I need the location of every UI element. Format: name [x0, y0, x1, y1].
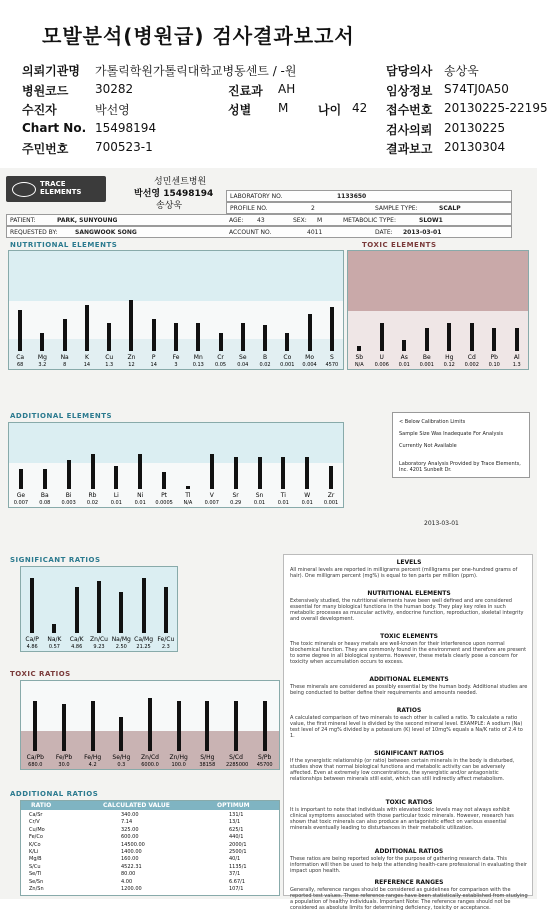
toxic-bar-be — [425, 328, 429, 351]
toxr-label-2: Fe/Hg — [84, 754, 102, 761]
toxr-value-6: 38158 — [199, 762, 216, 768]
toxr-label-7: S/Cd — [229, 754, 243, 761]
ratio-value: 1400.00 — [121, 849, 142, 855]
sig-value-1: 0.57 — [48, 644, 60, 650]
toxic-label-7: Al — [513, 354, 520, 361]
nutri-value-4: 1.3 — [105, 362, 114, 368]
explanation-paragraph: It is important to note that individuals with elevated toxic levels may not always exhibit clinical symptoms associated with those particular toxic minerals. However, research has shown that toxic minerals can also produce an antagonistic effect on various essential minerals eventually leading to disturbances in their metabolic utilization. — [290, 807, 514, 831]
addl-value-6: 0.0005 — [155, 500, 173, 506]
resident-no-value: 700523-1 — [95, 140, 153, 154]
toxic-ratios-title: TOXIC RATIOS — [10, 670, 71, 678]
reception-no-label: 접수번호 — [386, 103, 433, 117]
addl-bar-bi — [67, 460, 71, 489]
ratio-name: Cr/V — [29, 819, 40, 826]
result-date-value: 20130304 — [444, 140, 506, 154]
addl-value-12: 0.01 — [301, 500, 313, 506]
metabolic-label: METABOLIC TYPE: — [343, 217, 396, 224]
toxic-ratios-chart — [20, 680, 280, 770]
ratio-optimum: 2500/1 — [229, 849, 247, 855]
toxic-label-1: U — [379, 354, 384, 361]
addl-bar-rb — [91, 454, 95, 489]
ratio-value: 1200.00 — [121, 886, 142, 892]
addl-bar-pt — [162, 472, 166, 489]
doctor-value: 송상욱 — [444, 64, 479, 78]
ratio-optimum: 625/1 — [229, 826, 244, 833]
addl-value-9: 0.29 — [230, 500, 242, 506]
toxr-bar-s-hg — [205, 701, 209, 751]
sig-label-6: Fe/Cu — [157, 636, 175, 643]
toxic-value-5: 0.002 — [464, 362, 479, 368]
significant-ratios-chart — [20, 566, 178, 652]
scan-sex-label: SEX: — [293, 217, 307, 224]
age-value: 42 — [352, 101, 368, 115]
ratio-name: Mg/B — [29, 856, 42, 863]
nutri-bar-cu — [107, 323, 111, 351]
toxr-value-4: 6000.0 — [141, 762, 159, 768]
metabolic-value: SLOW1 — [419, 217, 443, 224]
requested-value: SANGWOOK SONG — [75, 229, 137, 236]
sig-value-3: 9.23 — [93, 644, 105, 650]
additional-chart — [8, 422, 344, 508]
addl-bar-zr — [329, 466, 333, 489]
addl-label-1: Ba — [40, 492, 49, 499]
lab-logo-icon — [12, 182, 36, 197]
explanation-paragraph: The toxic minerals or heavy metals are well-known for their interference upon normal biochemical function. They are commonly found in the environment and therefore are present to some degree in all biological systems. However, these metals clearly pose a concern for toxicity when accumulation occurs to excess. — [290, 641, 527, 665]
ratio-optimum: 131/1 — [229, 812, 244, 818]
toxr-label-8: S/Pb — [258, 754, 272, 761]
sex-value: M — [278, 101, 289, 115]
nutri-bar-zn — [129, 300, 133, 351]
ratio-name: K/Li — [29, 849, 39, 855]
nutri-value-8: 0.13 — [192, 362, 204, 368]
profile-label: PROFILE NO. — [230, 205, 268, 212]
ratio-optimum: 2000/1 — [229, 841, 247, 848]
ratio-value: 80.00 — [121, 871, 136, 878]
ratio-name: Se/Tl — [29, 871, 42, 878]
addl-label-4: Li — [113, 492, 119, 499]
additional-ratios-table — [20, 800, 280, 896]
sig-label-3: Zn/Cu — [90, 636, 108, 643]
addl-bar-ni — [138, 454, 142, 489]
request-date-value: 20130225 — [444, 121, 506, 135]
nutri-bar-mg — [40, 333, 44, 351]
addl-bar-ti — [281, 457, 285, 489]
sample-label: SAMPLE TYPE: — [375, 205, 418, 212]
ratio-value: 7.14 — [121, 819, 133, 826]
addl-value-4: 0.01 — [110, 500, 122, 506]
legend-box — [392, 412, 530, 478]
nutri-label-6: P — [151, 354, 156, 361]
ratio-optimum: 107/1 — [229, 886, 244, 892]
nutri-value-1: 3.2 — [38, 362, 47, 368]
toxic-chart — [347, 250, 529, 370]
scan-date-value: 2013-03-01 — [403, 229, 442, 236]
toxic-value-2: 0.01 — [398, 362, 410, 368]
toxr-value-0: 680.0 — [28, 762, 43, 768]
ratio-name: Zn/Sn — [29, 886, 44, 892]
profile-row — [226, 202, 512, 214]
ratio-optimum: 440/1 — [229, 834, 244, 841]
toxic-value-7: 1.3 — [512, 362, 521, 368]
ratio-value: 4522.31 — [121, 863, 142, 870]
clinical-no-label: 임상정보 — [386, 84, 433, 98]
toxr-label-4: Zn/Cd — [141, 754, 159, 761]
legend-line-3: Currently Not Available — [399, 443, 457, 449]
explanation-heading: REFERENCE RANGES — [374, 879, 444, 886]
nutri-value-6: 14 — [150, 362, 157, 368]
lab-logo-text: TRACE ELEMENTS — [40, 180, 82, 196]
addl-value-0: 0.007 — [13, 500, 29, 506]
sig-bar-ca-k — [75, 587, 79, 633]
sig-bar-zn-cu — [97, 581, 101, 633]
toxic-high-band — [348, 251, 528, 311]
nutri-label-2: Na — [60, 354, 69, 361]
sig-bar-fe-cu — [164, 587, 168, 633]
ratio-name: Ca/Sr — [29, 812, 43, 818]
lab-note: Laboratory Analysis Provided by Trace Elements, Inc. 4201 Sunbelt Dr. — [399, 461, 521, 473]
account-label: ACCOUNT NO. — [229, 229, 272, 236]
toxr-value-1: 30.0 — [58, 762, 70, 768]
sig-label-1: Na/K — [47, 636, 62, 643]
addl-label-6: Pt — [161, 492, 168, 499]
addl-value-8: 0.007 — [204, 500, 219, 506]
addl-label-0: Ge — [16, 492, 26, 499]
explanation-paragraph: These minerals are considered as possibly essential by the human body. Additional studies are being conducted to better define their requirements and amounts needed. — [290, 684, 528, 696]
nutri-label-5: Zn — [127, 354, 136, 361]
toxic-label-0: Sb — [355, 354, 364, 361]
addl-label-7: Tl — [185, 492, 191, 499]
dept-value: AH — [278, 82, 296, 96]
explanation-heading: ADDITIONAL ELEMENTS — [369, 676, 449, 683]
nutri-bar-mo — [308, 314, 312, 351]
toxr-value-3: 0.3 — [117, 762, 126, 768]
explanation-heading: ADDITIONAL RATIOS — [374, 848, 444, 855]
toxr-label-5: Zn/Hg — [169, 754, 188, 761]
sig-label-4: Na/Mg — [111, 636, 131, 643]
toxr-value-8: 45700 — [256, 762, 273, 768]
addl-bar-v — [210, 454, 214, 489]
report-title: 모발분석(병원급) 검사결과보고서 — [42, 24, 355, 48]
toxic-label-2: As — [400, 354, 408, 361]
explanation-heading: SIGNIFICANT RATIOS — [374, 750, 444, 757]
nutri-value-14: 4570 — [325, 362, 339, 368]
toxr-value-2: 4.2 — [88, 762, 97, 768]
explanation-paragraph: Generally, reference ranges should be considered as guidelines for comparison with the reported test values. These reference ranges have been statistically established from studying a population of healthy individuals. Important Note: The reference ranges should not be considered as absolute limits for determining deficiency, toxicity or acceptance. — [290, 887, 528, 911]
explanation-heading: NUTRITIONAL ELEMENTS — [367, 590, 451, 597]
sig-label-2: Ca/K — [69, 636, 84, 643]
patient-value: PARK, SUNYOUNG — [57, 217, 118, 224]
toxic-bar-pb — [492, 328, 496, 351]
nutri-value-2: 8 — [63, 362, 67, 368]
nutri-bar-co — [285, 333, 289, 351]
addl-value-11: 0.01 — [277, 500, 289, 506]
handwrite-doctor: 송상욱 — [156, 201, 183, 211]
ratio-value: 340.00 — [121, 812, 139, 818]
lab-number-value: 1133650 — [337, 193, 367, 200]
nutri-label-0: Ca — [16, 354, 25, 361]
handwrite-patient: 박선영 15498194 — [134, 189, 214, 199]
toxr-value-7: 2285000 — [226, 762, 249, 768]
toxic-bar-u — [380, 323, 384, 351]
institution-value: 가톨릭학원가톨릭대학교병동센트 / -원 — [95, 64, 297, 78]
toxr-bar-s-pb — [263, 701, 267, 751]
toxic-value-6: 0.10 — [488, 362, 500, 368]
sig-label-5: Ca/Mg — [134, 636, 153, 643]
toxic-value-4: 0.12 — [443, 362, 455, 368]
ratio-col-header: RATIO — [31, 802, 52, 809]
toxic-value-3: 0.001 — [419, 362, 434, 368]
toxic-bar-hg — [447, 323, 451, 351]
toxr-label-0: Ca/Pb — [26, 754, 44, 761]
nutri-label-9: Cr — [217, 354, 224, 361]
sample-value: SCALP — [439, 205, 461, 212]
nutri-bar-ca — [18, 310, 22, 351]
addl-bar-sn — [258, 457, 262, 489]
explanation-paragraph: All mineral levels are reported in milligrams percent (milligrams per one-hundred grams of hair). One milligram percent (mg%) is equal to ten parts per million (ppm). — [290, 567, 518, 579]
nutri-label-4: Cu — [105, 354, 114, 361]
lab-logo — [6, 176, 106, 202]
nutri-value-11: 0.02 — [259, 362, 271, 368]
toxic-value-1: 0.006 — [374, 362, 389, 368]
nutri-label-10: Se — [239, 354, 247, 361]
ratio-name: Cu/Mo — [29, 826, 45, 833]
addl-label-12: W — [304, 492, 311, 499]
dept-label: 진료과 — [228, 84, 263, 98]
nutri-label-13: Mo — [305, 354, 315, 361]
legend-line-2: Sample Size Was Inadequate For Analysis — [399, 431, 504, 437]
patient-row — [6, 214, 512, 226]
additional-ratios-title: ADDITIONAL RATIOS — [10, 790, 99, 798]
report-header — [0, 0, 548, 168]
account-value: 4011 — [307, 229, 323, 236]
lab-number-label: LABORATORY NO. — [230, 193, 283, 200]
addl-value-3: 0.02 — [86, 500, 99, 506]
toxr-bar-zn-hg — [177, 701, 181, 751]
explanation-paragraph: A calculated comparison of two minerals to each other is called a ratio. To calculate a ratio value, the first mineral level is divided by the second mineral level. EXAMPLE: A sodium (Na) test level of 24 mg% divided by a potassium (K) level of 10mg% equals a Na/K ratio of 2.4 to 1. — [290, 715, 523, 739]
nutri-label-14: S — [329, 354, 334, 361]
nutri-label-3: K — [84, 354, 89, 361]
explanation-heading: RATIOS — [396, 707, 422, 714]
nutri-label-7: Fe — [172, 354, 180, 361]
nutri-bar-p — [152, 319, 156, 351]
toxr-label-6: S/Hg — [200, 754, 215, 761]
receiver-value: 박선영 — [95, 103, 130, 117]
toxic-bar-sb — [357, 346, 361, 351]
legend-line-1: < Below Calibration Limits — [399, 419, 466, 425]
addl-bar-tl — [186, 486, 190, 489]
toxr-label-3: Se/Hg — [112, 754, 131, 761]
nutri-label-11: B — [263, 354, 268, 361]
addl-value-13: 0.001 — [323, 500, 339, 506]
lab-number-row — [226, 190, 512, 202]
optimum-col-header: OPTIMUM — [217, 802, 250, 809]
ratio-value: 325.00 — [121, 826, 139, 833]
result-date-label: 결과보고 — [386, 142, 433, 156]
toxr-value-5: 100.0 — [171, 762, 186, 768]
explanation-paragraph: Extensively studied, the nutritional elements have been well defined and are considered essential for many biological functions in the human body. They play key roles in such metabolic processes as muscular activity, endocrine function, reproduction, skeletal integrity and overall development. — [290, 598, 524, 622]
chart-no-value: 15498194 — [95, 121, 157, 135]
addl-label-8: V — [209, 492, 214, 499]
toxr-label-1: Fe/Pb — [55, 754, 73, 761]
reception-no-value: 20130225-22195 — [444, 101, 548, 115]
sig-value-6: 2.3 — [161, 644, 170, 650]
sig-bar-na-mg — [119, 592, 123, 633]
nutri-bar-k — [85, 305, 89, 351]
nutri-value-5: 12 — [128, 362, 135, 368]
explanation-paragraph: These ratios are being reported solely for the purpose of gathering research data. This information will then be used to help the attending health-care professional in evaluating their impact upon health. — [290, 856, 527, 874]
toxic-bar-al — [515, 328, 519, 351]
nutri-bar-cr — [219, 333, 223, 351]
addl-value-10: 0.01 — [253, 500, 266, 506]
ratio-value: 4.00 — [121, 878, 133, 885]
scan-date-label: DATE: — [375, 229, 393, 236]
chart-no-label: Chart No. — [22, 121, 87, 135]
toxic-label-6: Pb — [490, 354, 498, 361]
toxic-bar-cd — [470, 323, 474, 351]
toxic-label-4: Hg — [445, 354, 454, 361]
toxic-label-3: Be — [422, 354, 431, 361]
ratios-header — [21, 801, 279, 810]
addl-bar-li — [114, 466, 118, 489]
addl-label-3: Rb — [88, 492, 97, 499]
sig-bar-ca-p — [30, 578, 34, 633]
nutri-label-12: Co — [283, 354, 292, 361]
addl-bar-w — [305, 457, 309, 489]
significant-ratios-title: SIGNIFICANT RATIOS — [10, 556, 101, 564]
profile-value: 2 — [311, 205, 315, 212]
nutritional-title: NUTRITIONAL ELEMENTS — [10, 241, 118, 249]
sex-label: 성별 — [228, 103, 252, 117]
nutri-high-band — [9, 251, 343, 301]
ratio-name: Fe/Co — [29, 834, 43, 841]
nutri-bar-b — [263, 325, 267, 351]
nutri-bar-na — [63, 319, 67, 351]
addl-bar-sr — [234, 457, 238, 489]
ratio-value: 600.00 — [121, 834, 139, 841]
sig-value-5: 21.25 — [136, 644, 151, 650]
request-date-label: 검사의뢰 — [386, 123, 433, 137]
sig-value-0: 4.86 — [26, 644, 38, 650]
scanned-lab-report — [0, 168, 537, 911]
nutri-value-10: 0.04 — [237, 362, 249, 368]
addl-value-1: 0.08 — [39, 500, 51, 506]
hospital-code-value: 30282 — [95, 82, 134, 96]
clinical-no-value: S74TJ0A50 — [444, 82, 509, 96]
add-high-band — [9, 423, 343, 463]
nutritional-chart — [8, 250, 344, 370]
explanation-paragraph: If the synergistic relationship (or ratio) between certain minerals in the body is disturbed, studies show that normal biological functions and metabolic activity can be adversely affected. Even at extremely low concentrations, the synergistic and/or antagonistic relationships between minerals still exist, which can still indirectly affect metabolism. — [290, 758, 515, 782]
nutri-value-7: 3 — [174, 362, 178, 368]
institution-label: 의뢰기관명 — [22, 64, 80, 78]
addl-label-11: Ti — [280, 492, 286, 499]
sig-value-2: 4.86 — [71, 644, 83, 650]
sig-bar-ca-mg — [142, 578, 146, 633]
requested-label: REQUESTED BY: — [10, 229, 58, 236]
addl-label-10: Sn — [255, 492, 264, 499]
nutri-label-1: Mg — [37, 354, 47, 361]
doctor-label: 담당의사 — [386, 64, 433, 78]
scan-age-value: 43 — [257, 217, 265, 224]
toxic-value-0: N/A — [354, 362, 364, 368]
addl-label-9: Sr — [232, 492, 239, 499]
ratio-value: 14500.00 — [121, 841, 145, 848]
explanation-heading: TOXIC ELEMENTS — [380, 633, 438, 640]
addl-bar-ba — [43, 469, 47, 489]
sig-label-0: Ca/P — [25, 636, 39, 643]
nutri-bar-se — [241, 323, 245, 351]
ratio-name: K/Co — [29, 841, 41, 848]
ratio-optimum: 40/1 — [229, 856, 241, 863]
sig-value-4: 2.50 — [115, 644, 127, 650]
addl-value-7: N/A — [183, 500, 193, 506]
sig-bar-na-k — [52, 624, 56, 633]
scan-age-label: AGE: — [229, 217, 244, 224]
toxic-bar-as — [402, 340, 406, 351]
toxr-bar-fe-hg — [91, 701, 95, 751]
age-label: 나이 — [318, 103, 342, 117]
toxr-bar-s-cd — [234, 701, 238, 751]
ratio-optimum: 13/1 — [229, 819, 241, 826]
hospital-code-label: 병원코드 — [22, 84, 69, 98]
explanation-heading: LEVELS — [396, 559, 422, 566]
nutri-value-0: 68 — [16, 362, 24, 368]
stamp-date: 2013-03-01 — [424, 520, 459, 527]
addl-label-5: Ni — [137, 492, 144, 499]
addl-bar-ge — [19, 469, 23, 489]
ratio-optimum: 1135/1 — [229, 863, 247, 870]
ratio-optimum: 6.67/1 — [229, 878, 245, 885]
nutri-bar-mn — [196, 323, 200, 351]
nutri-bar-fe — [174, 323, 178, 351]
additional-title: ADDITIONAL ELEMENTS — [10, 412, 113, 420]
toxr-bar-se-hg — [119, 717, 123, 751]
nutri-value-3: 14 — [83, 362, 91, 368]
toxr-bar-fe-pb — [62, 704, 66, 751]
toxic-title: TOXIC ELEMENTS — [362, 241, 437, 249]
ratio-value: 160.00 — [121, 856, 139, 863]
nutri-value-12: 0.001 — [280, 362, 295, 368]
addl-label-2: Bi — [65, 492, 72, 499]
toxr-bar-ca-pb — [33, 701, 37, 751]
nutri-value-13: 0.004 — [302, 362, 317, 368]
toxr-bar-zn-cd — [148, 698, 152, 751]
resident-no-label: 주민번호 — [22, 142, 69, 156]
ratio-optimum: 37/1 — [229, 871, 241, 878]
handwrite-hospital: 성민센트병원 — [154, 177, 207, 187]
nutri-bar-s — [330, 307, 334, 351]
addl-label-13: Zr — [327, 492, 335, 499]
nutri-value-9: 0.05 — [214, 362, 227, 368]
toxic-label-5: Cd — [467, 354, 476, 361]
ratio-name: Se/Sn — [29, 878, 44, 885]
explanation-column — [283, 554, 533, 911]
receiver-label: 수진자 — [22, 103, 57, 117]
addl-value-5: 0.01 — [134, 500, 146, 506]
addl-value-2: 0.003 — [61, 500, 76, 506]
ratio-name: S/Cu — [29, 863, 41, 870]
calc-col-header: CALCULATED VALUE — [103, 802, 170, 809]
nutri-label-8: Mn — [193, 354, 203, 361]
scan-sex-value: M — [317, 217, 323, 224]
explanation-heading: TOXIC RATIOS — [385, 799, 433, 806]
patient-label: PATIENT: — [10, 217, 36, 224]
requested-row — [6, 226, 512, 238]
